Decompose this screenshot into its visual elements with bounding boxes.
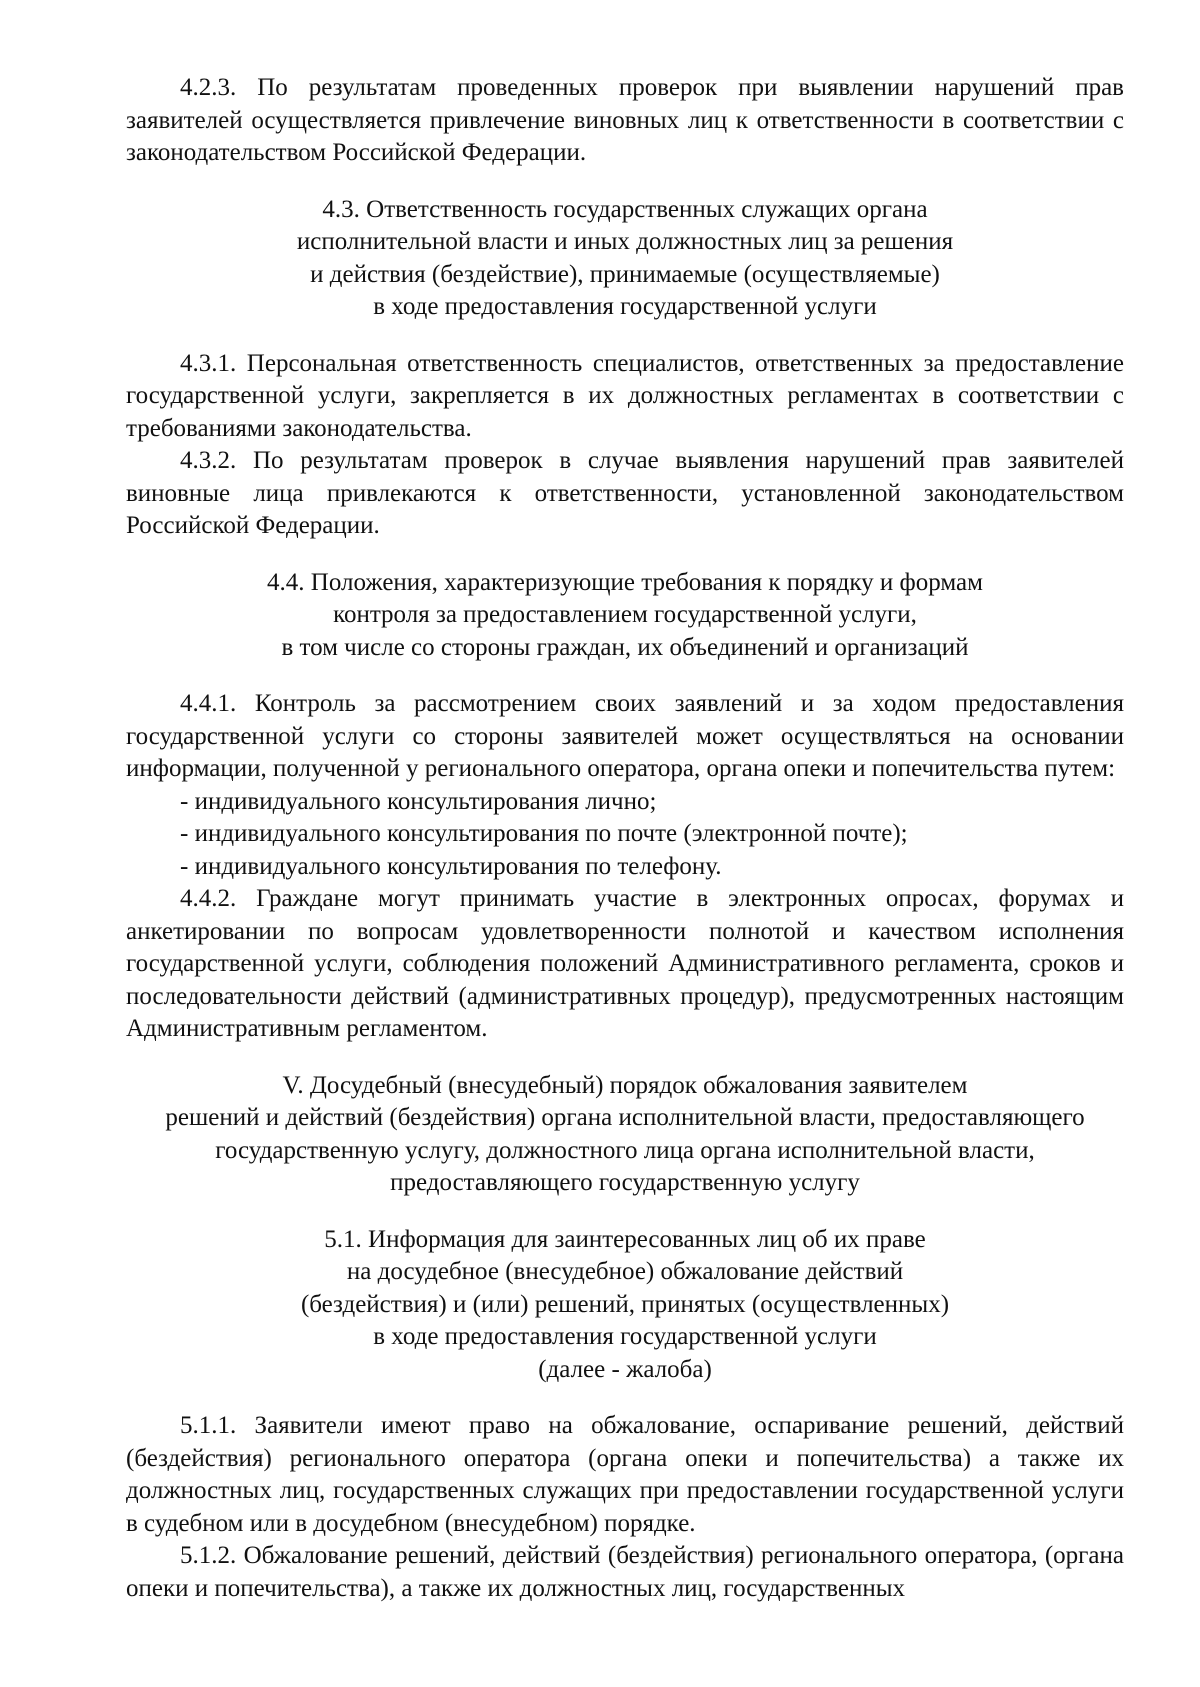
paragraph-4-4-1: 4.4.1. Контроль за рассмотрением своих заявлений и за ходом предоставления государственной услуги со стороны заявителей может осуществляться на основании информации, полученной у регионального оператора, органа опеки и попечительства путем: [126,690,1124,782]
paragraph-4-3-1: 4.3.1. Персональная ответственность специалистов, ответственных за предоставление государственной услуги, закрепляется в их должностных регламентах в соответствии с требованиями законодательства. [126,349,1124,442]
spacer [126,1046,1124,1070]
spacer [126,1386,1124,1410]
list-item: - индивидуального консультирования по почте (электронной почте); [180,820,908,847]
heading-line: контроля за предоставлением государственной услуги, [333,601,917,628]
document-page [126,72,1124,1605]
paragraph-4-2-3: 4.2.3. По результатам проведенных проверок при выявлении нарушений прав заявителей осуществляется привлечение виновных лиц к ответственности в соответствии с законодательством Российской Федерации. [126,74,1124,166]
paragraph-5-1-2: 5.1.2. Обжалование решений, действий (бездействия) регионального оператора, (органа опеки и попечительства), а также их должностных лиц, государственных [126,1542,1124,1602]
spacer [126,1200,1124,1224]
heading-line: в том числе со стороны граждан, их объединений и организаций [281,633,969,661]
spacer [126,324,1124,348]
spacer [126,543,1124,567]
heading-line: 4.3. Ответственность государственных служащих органа [322,195,928,223]
heading-line: в ходе предоставления государственной услуги [373,1323,877,1350]
heading-line: предоставляющего государственную услугу [390,1169,860,1196]
spacer [126,664,1124,688]
heading-section-v [126,1070,1124,1200]
list-4-4-1 [126,786,1124,884]
heading-4-3 [126,194,1124,324]
heading-line: (далее - жалоба) [538,1355,712,1383]
spacer [126,170,1124,194]
paragraph-4-4-2: 4.4.2. Граждане могут принимать участие в электронных опросах, форумах и анкетировании по вопросам удовлетворенности полнотой и качеством исполнения государственной услуги, соблюдения положений Административного регламента, сроков и последовательности действий (административных процедур), предусмотренных настоящим Административным регламентом. [126,885,1124,1042]
paragraph-5-1-1: 5.1.1. Заявители имеют право на обжалование, оспаривание решений, действий (бездействия) регионального оператора (органа опеки и попечительства) а также их должностных лиц, государственных служащих при предоставлении государственной услуги в судебном или в досудебном (внесудебном) порядке. [126,1412,1124,1537]
heading-4-4 [126,567,1124,665]
heading-line: на досудебное (внесудебное) обжалование действий [346,1258,904,1285]
paragraph-4-3-2: 4.3.2. По результатам проверок в случае выявления нарушений прав заявителей виновные лица привлекаются к ответственности, установленной законодательством Российской Федерации. [126,447,1124,539]
heading-line: решений и действий (бездействия) органа исполнительной власти, предоставляющего [165,1104,1085,1131]
heading-line: 5.1. Информация для заинтересованных лиц об их праве [324,1225,926,1253]
heading-line: V. Досудебный (внесудебный) порядок обжалования заявителем [282,1071,968,1099]
heading-line: (бездействия) и (или) решений, принятых (осуществленных) [300,1290,950,1318]
heading-line: исполнительной власти и иных должностных лиц за решения [296,228,954,255]
heading-line: в ходе предоставления государственной услуги [373,293,877,320]
heading-line: и действия (бездействие), принимаемые (осуществляемые) [310,260,940,288]
list-item: - индивидуального консультирования по телефону. [180,852,722,880]
list-item: - индивидуального консультирования лично; [180,787,657,815]
heading-line: 4.4. Положения, характеризующие требования к порядку и формам [267,568,983,596]
heading-5-1 [126,1224,1124,1387]
heading-line: государственную услугу, должностного лица органа исполнительной власти, [215,1136,1035,1164]
